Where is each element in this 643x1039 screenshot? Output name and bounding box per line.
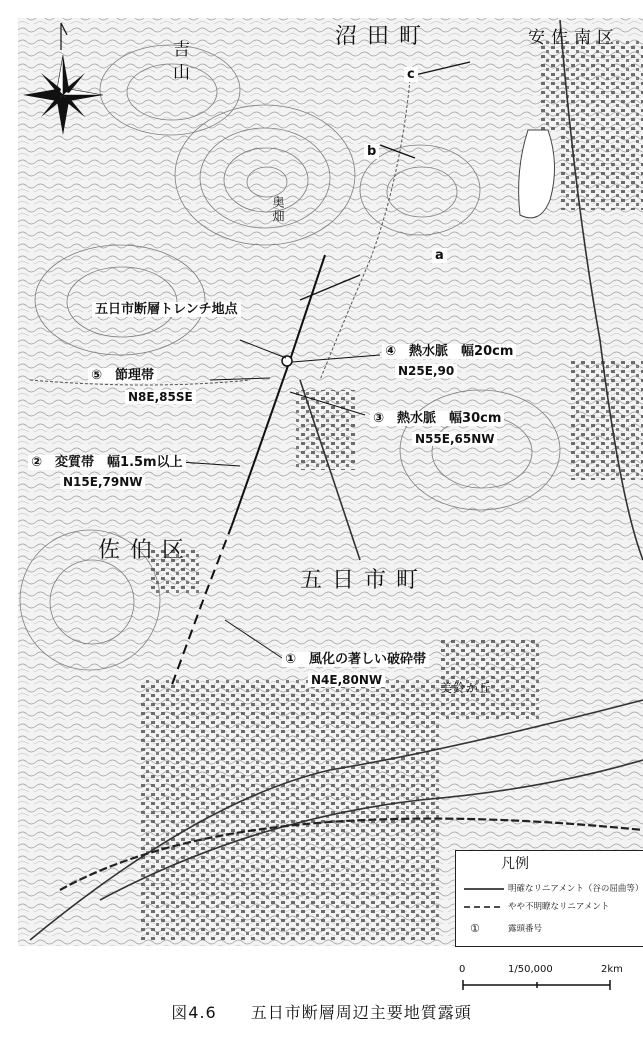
- outcrop-2-orientation: N15E,79NW: [60, 475, 145, 489]
- place-numata: 沼田町: [335, 24, 432, 49]
- place-misuzugaoka: 美鈴が丘: [440, 681, 493, 695]
- outcrop-4-label: [382, 344, 516, 359]
- outcrop-2-label: [28, 455, 186, 470]
- legend-solid-label: 明確なリニアメント（谷の屈曲等）: [508, 884, 643, 894]
- outcrop-3-label: [370, 411, 504, 426]
- outcrop-4-orientation: N25E,90: [395, 364, 457, 378]
- figure-caption: 図4.6 五日市断層周辺主要地質露頭: [171, 1003, 472, 1022]
- outcrop-1-label: [282, 652, 429, 667]
- place-itsukaichi: 五日市町: [300, 568, 429, 593]
- legend-number-label: 露頭番号: [508, 924, 543, 934]
- place-yoshiyama: 吉山: [169, 40, 189, 86]
- legend-number-symbol: ①: [470, 922, 480, 935]
- scale-end: 2km: [601, 964, 623, 975]
- trench-label: 五日市断層トレンチ地点: [92, 302, 241, 317]
- place-okuhata: 奥畑: [271, 196, 285, 224]
- outcrop-3-marker: ③: [373, 411, 385, 426]
- outcrop-3-orientation: N55E,65NW: [412, 432, 497, 446]
- outcrop-5-marker: ⑤: [91, 368, 103, 383]
- lineament-b-label: b: [364, 144, 379, 159]
- legend-dashed-label: やや不明瞭なリニアメント: [508, 902, 610, 912]
- outcrop-1-text: 風化の著しい破砕帯: [309, 652, 427, 667]
- outcrop-3-text: 熱水脈 幅30cm: [397, 411, 502, 426]
- outcrop-1-orientation: N4E,80NW: [308, 673, 385, 687]
- outcrop-5-text: 節理帯: [115, 368, 155, 383]
- outcrop-2-marker: ②: [31, 455, 43, 470]
- place-asaminami: 安佐南区: [528, 28, 620, 48]
- scale-zero: 0: [459, 964, 466, 975]
- outcrop-5-orientation: N8E,85SE: [125, 390, 196, 404]
- outcrop-4-marker: ④: [385, 344, 397, 359]
- outcrop-1-marker: ①: [285, 652, 297, 667]
- outcrop-2-text: 変質帯 幅1.5m以上: [55, 455, 183, 470]
- scale-ratio: 1/50,000: [508, 964, 553, 975]
- scale-bar: [463, 980, 610, 990]
- lineament-a-label: a: [432, 248, 447, 263]
- legend-title: 凡例: [501, 856, 529, 872]
- legend-box: [455, 850, 643, 947]
- lineament-c-label: c: [404, 67, 418, 82]
- place-saeki: 佐伯区: [98, 538, 195, 563]
- outcrop-5-label: [88, 368, 157, 383]
- outcrop-4-text: 熱水脈 幅20cm: [409, 344, 514, 359]
